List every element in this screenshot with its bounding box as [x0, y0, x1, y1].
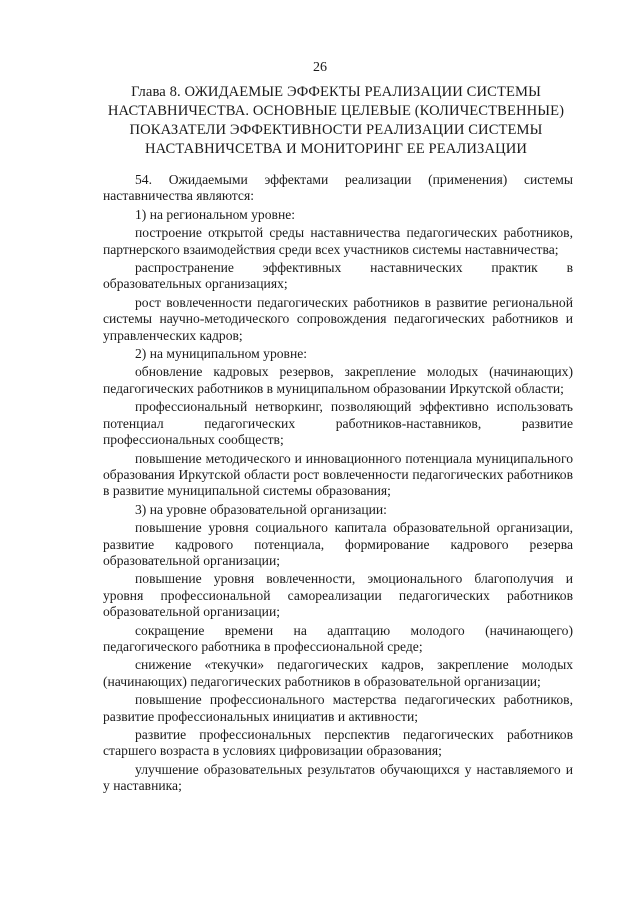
chapter-title — [100, 83, 572, 159]
list-item: построение открытой среды наставничества педагогических работников, партнерского взаимодействия среди всех участников системы наставничества; — [103, 225, 573, 257]
level-heading-municipal: 2) на муниципальном уровне: — [135, 346, 308, 362]
list-item: улучшение образовательных результатов обучающихся у наставляемого и у наставника; — [103, 761, 573, 794]
page-number: 26 — [313, 60, 327, 75]
chapter-title-line: Глава 8. ОЖИДАЕМЫЕ ЭФФЕКТЫ РЕАЛИЗАЦИИ СИСТЕМЫ — [131, 84, 541, 100]
list-item: повышение уровня вовлеченности, эмоционального благополучия и уровня профессиональной самореализации педагогических работников образовательной организации; — [103, 571, 573, 620]
level-heading-regional: 1) на региональном уровне: — [135, 206, 296, 222]
list-item: снижение «текучки» педагогических кадров, закрепление молодых (начинающих) педагогических работников в образовательной организации; — [103, 657, 573, 689]
list-item: повышение профессионального мастерства педагогических работников, развитие профессиональных инициатив и активности; — [103, 692, 573, 724]
list-item: распространение эффективных наставнических практик в образовательных организациях; — [103, 260, 573, 292]
chapter-title-line: НАСТАВНИЧСЕТВА И МОНИТОРИНГ ЕЕ РЕАЛИЗАЦИИ — [144, 141, 528, 157]
intro-paragraph: 54. Ожидаемыми эффектами реализации (применения) системы наставничества являются: — [103, 172, 573, 204]
chapter-title-line: ПОКАЗАТЕЛИ ЭФФЕКТИВНОСТИ РЕАЛИЗАЦИИ СИСТЕМЫ — [129, 122, 543, 138]
level-heading-organization: 3) на уровне образовательной организации: — [135, 501, 387, 517]
list-item: повышение методического и инновационного потенциала муниципального образования Иркутской области рост вовлеченности педагогических работников в развитие муниципальной системы образования; — [103, 450, 573, 499]
list-item: рост вовлеченности педагогических работников в развитие региональной системы научно-методического сопровождения педагогических работников и управленческих кадров; — [103, 294, 573, 343]
document-body — [103, 172, 573, 797]
list-item: сокращение времени на адаптацию молодого (начинающего) педагогического работника в профессиональной среде; — [103, 622, 573, 654]
chapter-title-line: НАСТАВНИЧЕСТВА. ОСНОВНЫЕ ЦЕЛЕВЫЕ (КОЛИЧЕСТВЕННЫЕ) — [107, 103, 565, 119]
list-item: обновление кадровых резервов, закрепление молодых (начинающих) педагогических работников в муниципальном образовании Иркутской области; — [103, 364, 573, 396]
list-item: развитие профессиональных перспектив педагогических работников старшего возраста в условиях цифровизации образования; — [103, 727, 573, 759]
list-item: повышение уровня социального капитала образовательной организации, развитие кадрового потенциала, формирование кадрового резерва образовательной организации; — [103, 520, 573, 568]
list-item: профессиональный нетворкинг, позволяющий эффективно использовать потенциал педагогических работников-наставников, развитие профессиональных сообществ; — [103, 399, 573, 448]
